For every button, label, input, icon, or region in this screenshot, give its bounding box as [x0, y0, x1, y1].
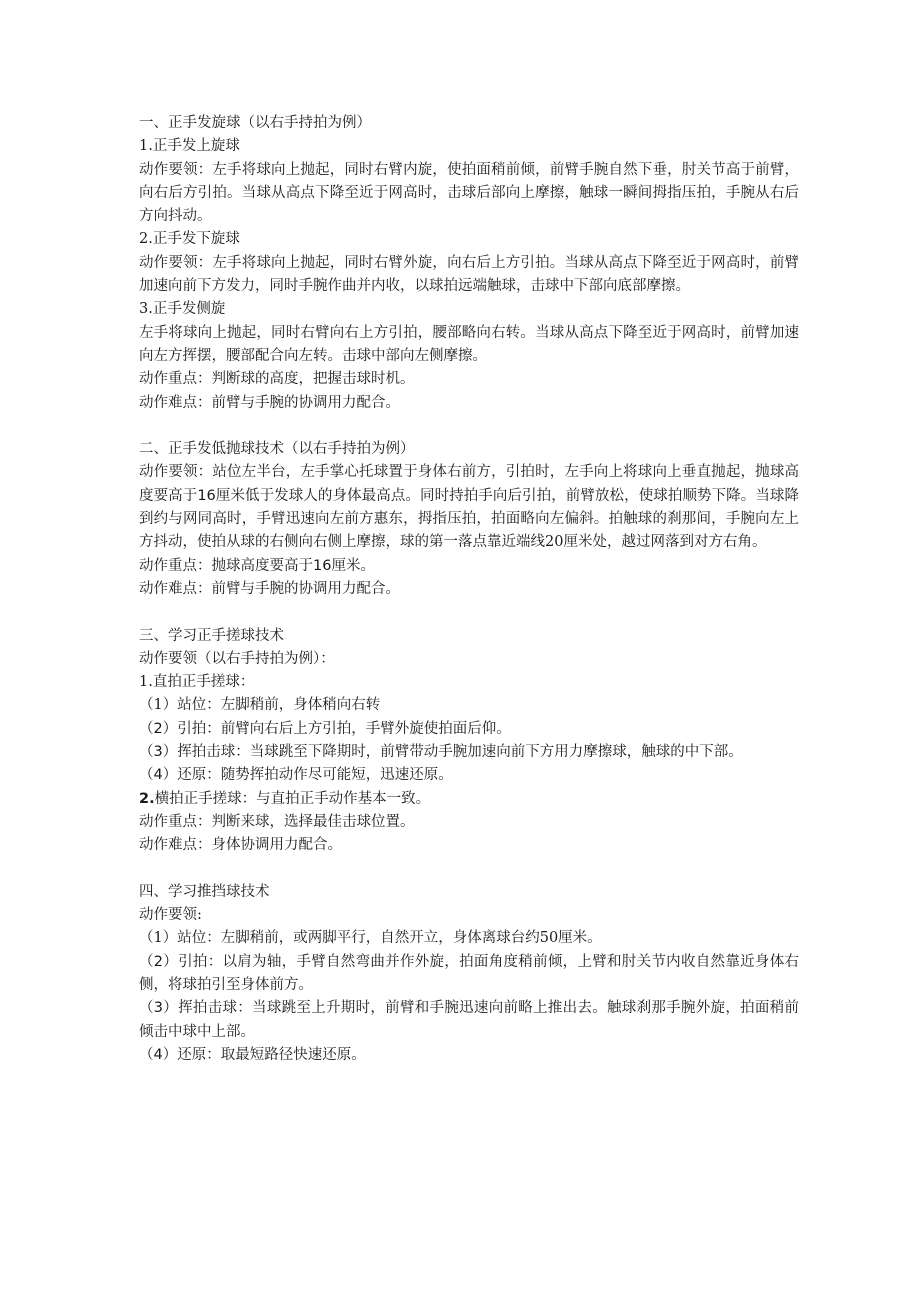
section-4-item-3 [139, 997, 799, 1044]
section-2-text-part-a: 动作要领：站位左半台，左手掌心托球置于身体右前方，引拍时，左手向上将球向上垂直抛起，抛球高度要高于 [139, 464, 799, 504]
section-1-key-point: 动作重点：判断球的高度，把握击球时机。 [139, 371, 415, 388]
section-3-item-4-text: 还原：随势挥拍动作尽可能短，迅速还原。 [177, 767, 453, 784]
spacer [139, 415, 799, 438]
section-4-item-4-number: （4） [139, 1046, 178, 1063]
section-3-title: 三、学习正手搓球技术 [139, 627, 284, 644]
section-3-sub-2 [139, 788, 799, 811]
section-1-sub-1-text: 动作要领：左手将球向上抛起，同时右臂内旋，使拍面稍前倾，前臂手腕自然下垂，肘关节高于前臂，向右后方引拍。当球从高点下降至近于网高时，击球后部向上摩擦，触球一瞬间拇指压拍，手腕从右后方向抖动。 [139, 161, 799, 225]
section-2-difficulty: 动作难点：前臂与手腕的协调用力配合。 [139, 580, 400, 597]
section-1-sub-2-text: 动作要领：左手将球向上抛起，同时右臂外旋，向右后上方引拍。当球从高点下降至近于网高时，前臂加速向前下方发力，同时手腕作曲并内收，以球拍远端触球，击球中下部向底部摩擦。 [139, 254, 799, 295]
spacer [139, 858, 799, 881]
section-3-sub-2-number: 2. [139, 790, 155, 807]
section-3-key-point: 动作重点：判断来球，选择最佳击球位置。 [139, 813, 415, 830]
document-body [139, 112, 799, 1067]
section-2-key-point [139, 555, 799, 578]
section-4-item-1 [139, 927, 799, 950]
section-3-item-4 [139, 764, 799, 787]
section-4-item-3-text: 挥拍击球：当球跳至上升期时，前臂和手腕迅速向前略上推出去。触球刹那手腕外旋，拍面稍前倾击中球中上部。 [139, 1000, 800, 1040]
section-1-sub-3-text: 左手将球向上抛起，同时右臂向右上方引拍，腰部略向右转。当球从高点下降至近于网高时，前臂加速向左方挥摆，腰部配合向左转。击球中部向左侧摩擦。 [139, 324, 799, 364]
section-2-text [139, 461, 799, 554]
section-4-item-3-number: （3） [139, 1000, 179, 1017]
section-4-title: 四、学习推挡球技术 [139, 883, 270, 900]
spacer [139, 601, 799, 624]
section-2-key-number: 16 [313, 557, 332, 574]
section-1-sub-2: 2.正手发下旋球 [139, 231, 240, 248]
section-3-item-1-text: 站位：左脚稍前，身体稍向右转 [177, 697, 381, 714]
section-3-sub-1: 1.直拍正手搓球： [139, 674, 255, 691]
section-1-sub-1: 1.正手发上旋球 [139, 138, 240, 155]
section-2-text-number: 16 [197, 487, 216, 504]
section-4-item-4-text: 还原：取最短路径快速还原。 [177, 1046, 366, 1063]
section-4-item-2-number: （2） [139, 953, 179, 970]
section-4-item-1-text: 站位：左脚稍前，或两脚平行，自然开立，身体离球台约50厘米。 [177, 930, 602, 947]
section-3-item-3 [139, 741, 799, 764]
section-3-item-1 [139, 694, 799, 717]
section-1-title: 一、正手发旋球（以右手持拍为例） [139, 115, 371, 131]
section-4-item-2-text: 引拍：以肩为轴，手臂自然弯曲并作外旋，拍面角度稍前倾，上臂和肘关节内收自然靠近身体右侧，将球拍引至身体前方。 [139, 953, 800, 993]
section-2-text-part-c: 厘米低于发球人的身体最高点。同时持拍手向后引拍，前臂放松，使球拍顺势下降。当球降到约与网同高时，手臂迅速向左前方惠东，拇指压拍，拍面略向左偏斜。拍触球的刹那间，手腕向左上方抖动，使拍从球的右侧向右侧上摩擦，球的第一落点靠近端线20厘米处，越过网落到对方右角。 [139, 487, 800, 551]
section-3-item-2 [139, 718, 799, 741]
section-4-item-4 [139, 1044, 799, 1067]
section-2-key-part-c: 厘米。 [331, 557, 375, 574]
section-3-item-2-number: （2） [139, 720, 178, 737]
section-3-item-3-text: 挥拍击球：当球跳至下降期时，前臂带动手腕加速向前下方用力摩擦球，触球的中下部。 [177, 744, 743, 761]
section-3-item-3-number: （3） [139, 744, 178, 761]
section-3-intro: 动作要领（以右手持拍为例）： [139, 650, 335, 667]
section-4-intro: 动作要领: [139, 907, 202, 924]
section-3-item-1-number: （1） [139, 697, 178, 714]
section-2-key-part-a: 动作重点：抛球高度要高于 [139, 557, 313, 574]
section-1-difficulty: 动作难点：前臂与手腕的协调用力配合。 [139, 394, 400, 411]
section-2-title: 二、正手发低抛球技术（以右手持拍为例） [139, 441, 415, 458]
section-3-sub-2-text: 横拍正手搓球：与直拍正手动作基本一致。 [154, 790, 431, 807]
section-3-item-4-number: （4） [139, 767, 178, 784]
section-3-difficulty: 动作难点：身体协调用力配合。 [139, 837, 342, 854]
section-4-item-2 [139, 951, 799, 998]
section-4-item-1-number: （1） [139, 930, 178, 947]
section-3-item-2-text: 引拍：前臂向右后上方引拍，手臂外旋使拍面后仰。 [177, 720, 511, 737]
section-1-sub-3: 3.正手发侧旋 [139, 301, 226, 318]
